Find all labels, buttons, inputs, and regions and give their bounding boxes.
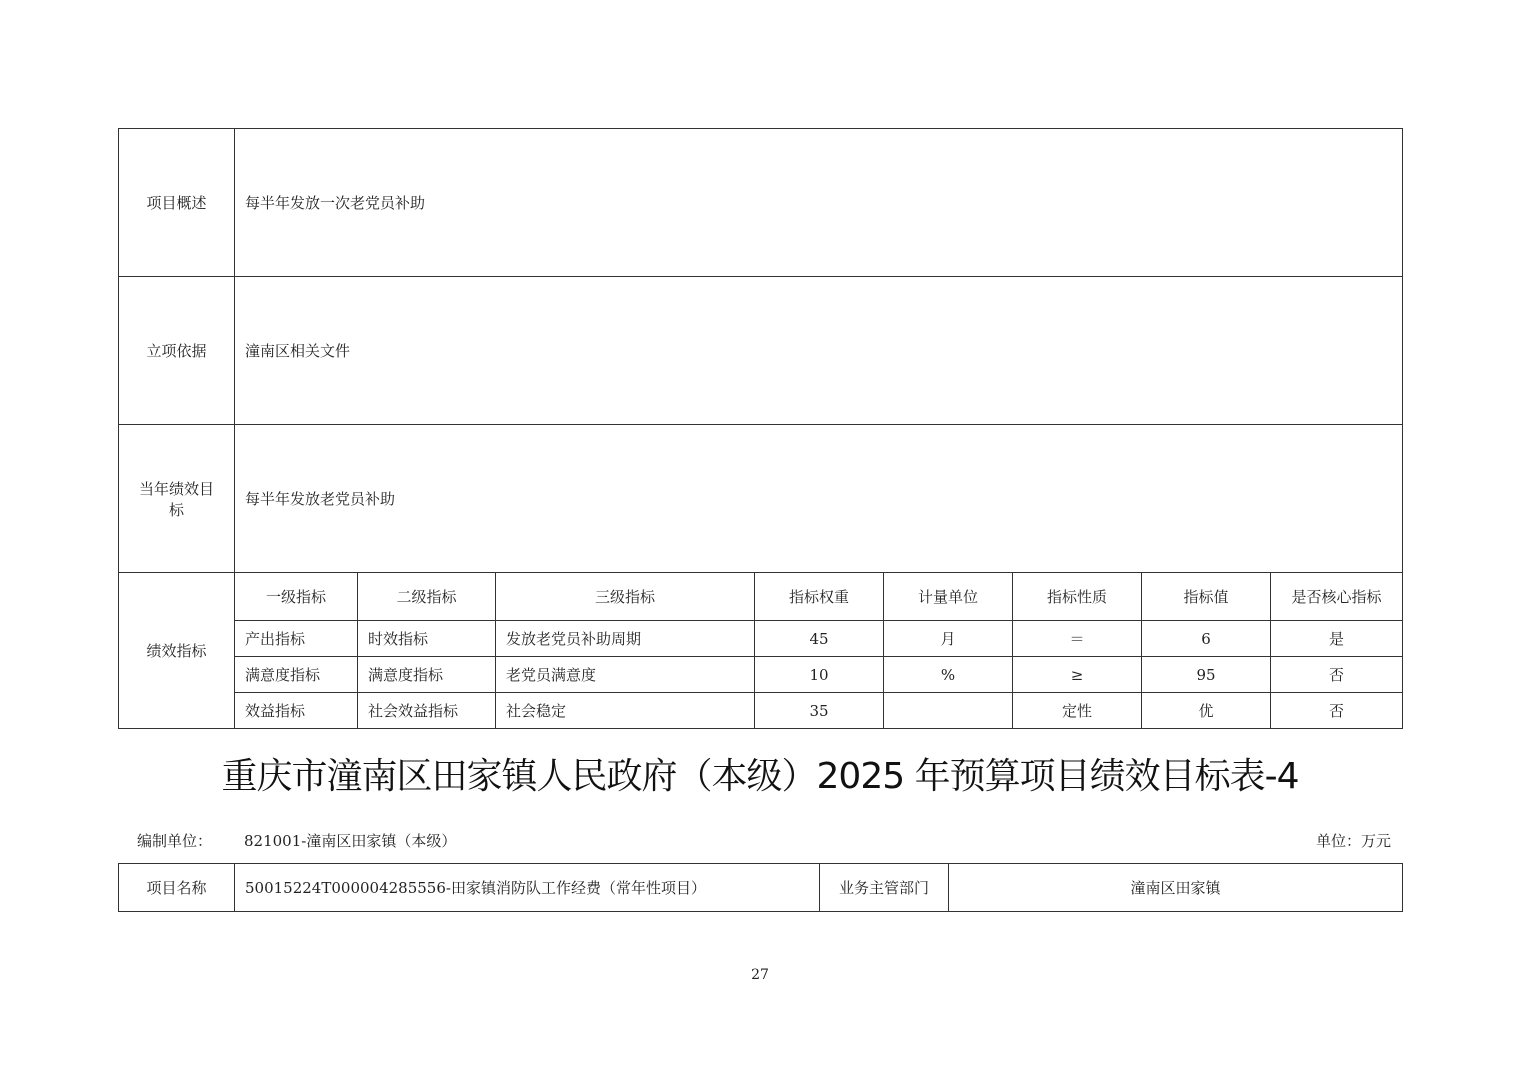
- header-value: 指标值: [1142, 573, 1271, 621]
- table-row: [119, 693, 1403, 729]
- project-name-label: 项目名称: [119, 864, 235, 912]
- department-value: 潼南区田家镇: [949, 864, 1403, 912]
- prepared-by-label: 编制单位：: [137, 832, 213, 850]
- header-unit: 计量单位: [884, 573, 1013, 621]
- performance-table-continued: [118, 128, 1403, 729]
- indicators-label: 绩效指标: [119, 573, 235, 729]
- goal-label: [119, 425, 235, 573]
- row1-level2: 时效指标: [358, 621, 496, 657]
- overview-label: 项目概述: [119, 129, 235, 277]
- row2-level3: 老党员满意度: [496, 657, 755, 693]
- table-row: [119, 657, 1403, 693]
- row2-unit: %: [884, 657, 1013, 693]
- row2-level1: 满意度指标: [235, 657, 358, 693]
- header-nature: 指标性质: [1013, 573, 1142, 621]
- header-level2: 二级指标: [358, 573, 496, 621]
- table-row: [119, 621, 1403, 657]
- row2-nature: ≥: [1013, 657, 1142, 693]
- basis-label: 立项依据: [119, 277, 235, 425]
- department-label: 业务主管部门: [820, 864, 949, 912]
- prepared-by-value: 821001-潼南区田家镇（本级）: [244, 832, 457, 850]
- header-core: 是否核心指标: [1271, 573, 1403, 621]
- row3-weight: 35: [755, 693, 884, 729]
- goal-label-line2: 标: [168, 500, 184, 519]
- row1-nature: ＝: [1013, 621, 1142, 657]
- goal-label-line1: 当年绩效目: [138, 479, 214, 498]
- row1-unit: 月: [884, 621, 1013, 657]
- project-info-table: [118, 863, 1403, 912]
- row3-level2: 社会效益指标: [358, 693, 496, 729]
- row2-core: 否: [1271, 657, 1403, 693]
- row1-weight: 45: [755, 621, 884, 657]
- row2-value: 95: [1142, 657, 1271, 693]
- header-level3: 三级指标: [496, 573, 755, 621]
- row3-level1: 效益指标: [235, 693, 358, 729]
- currency-unit: 单位：万元: [1315, 832, 1391, 850]
- row3-core: 否: [1271, 693, 1403, 729]
- overview-value: 每半年发放一次老党员补助: [235, 129, 1403, 277]
- row3-unit: [884, 693, 1013, 729]
- row3-value: 优: [1142, 693, 1271, 729]
- row2-weight: 10: [755, 657, 884, 693]
- row1-level3: 发放老党员补助周期: [496, 621, 755, 657]
- row3-nature: 定性: [1013, 693, 1142, 729]
- row1-value: 6: [1142, 621, 1271, 657]
- document-title: 重庆市潼南区田家镇人民政府（本级）2025 年预算项目绩效目标表-4: [221, 756, 1299, 797]
- project-name-value: 50015224T000004285556-田家镇消防队工作经费（常年性项目）: [235, 864, 820, 912]
- row1-core: 是: [1271, 621, 1403, 657]
- row3-level3: 社会稳定: [496, 693, 755, 729]
- row2-level2: 满意度指标: [358, 657, 496, 693]
- header-level1: 一级指标: [235, 573, 358, 621]
- page-number: 27: [751, 967, 769, 983]
- row1-level1: 产出指标: [235, 621, 358, 657]
- goal-value: 每半年发放老党员补助: [235, 425, 1403, 573]
- basis-value: 潼南区相关文件: [235, 277, 1403, 425]
- header-weight: 指标权重: [755, 573, 884, 621]
